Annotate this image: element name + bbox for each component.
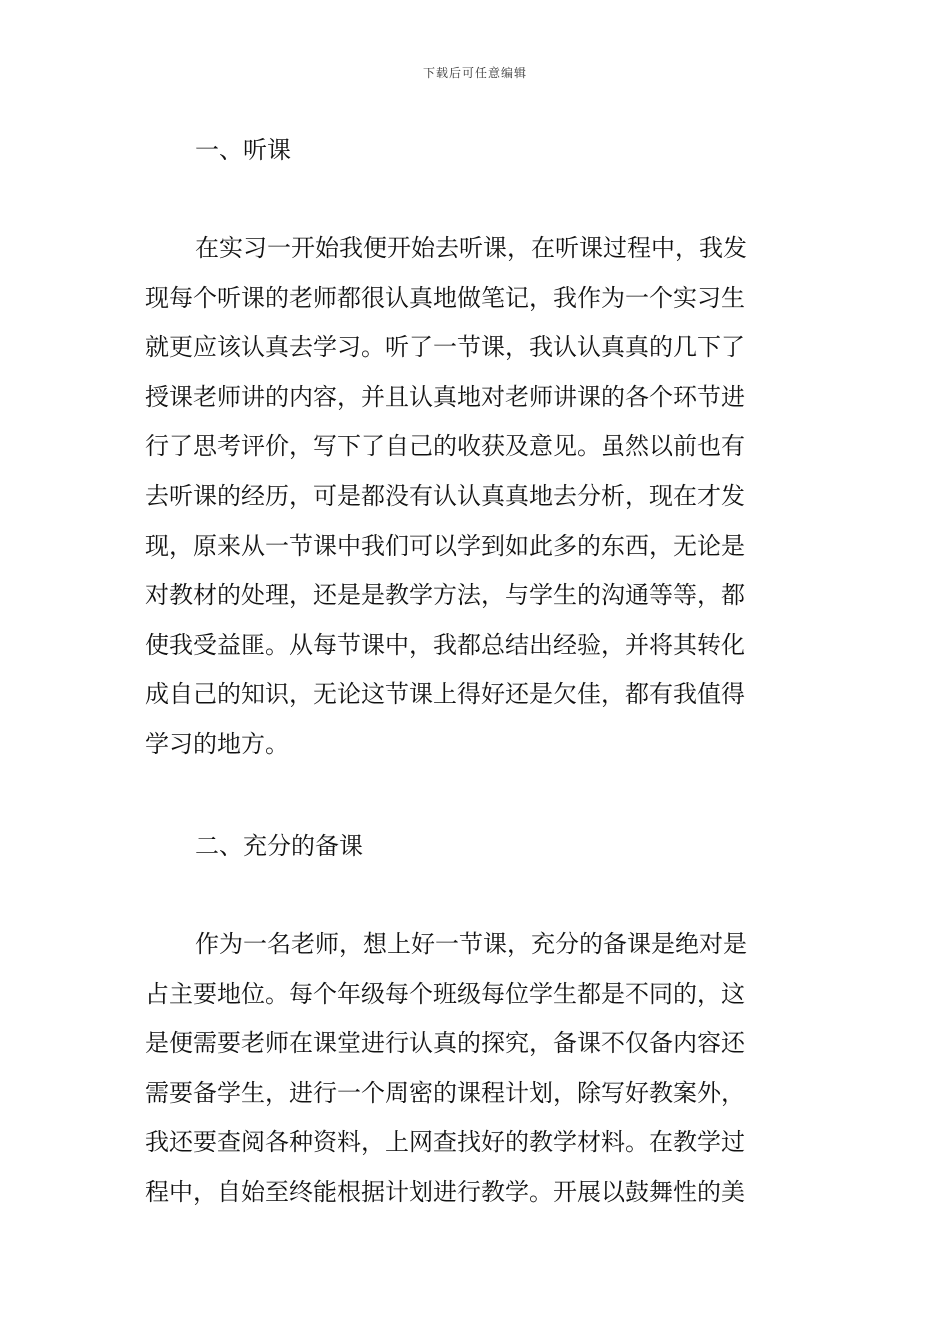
paragraph-line: 就更应该认真去学习。听了一节课，我认认真真的几下了: [145, 333, 745, 362]
header-note: 下载后可任意编辑: [422, 66, 527, 80]
paragraph-line: 授课老师讲的内容，并且认真地对老师讲课的各个环节进: [145, 382, 745, 411]
paragraph-line: 是便需要老师在课堂进行认真的探究，备课不仅备内容还: [145, 1029, 745, 1058]
paragraph-line: 去听课的经历，可是都没有认认真真地去分析，现在才发: [145, 481, 745, 510]
paragraph-line: 我还要查阅各种资料，上网查找好的教学材料。在教学过: [145, 1128, 745, 1157]
paragraph-line: 作为一名老师，想上好一节课，充分的备课是绝对是: [195, 930, 747, 958]
paragraph-line: 行了思考评价，写下了自己的收获及意见。虽然以前也有: [145, 432, 745, 461]
paragraph-line: 现，原来从一节课中我们可以学到如此多的东西，无论是: [145, 531, 745, 560]
paragraph-2: [145, 920, 815, 1218]
paragraph-line: 使我受益匪。从每节课中，我都总结出经验，并将其转化: [145, 630, 745, 659]
paragraph-line: 程中，自始至终能根据计划进行教学。开展以鼓舞性的美: [145, 1177, 745, 1206]
paragraph-line: 在实习一开始我便开始去听课，在听课过程中，我发: [195, 234, 747, 262]
paragraph-line: 成自己的知识，无论这节课上得好还是欠佳，都有我值得: [145, 680, 745, 709]
paragraph-line: 占主要地位。每个年级每个班级每位学生都是不同的，这: [145, 979, 745, 1008]
paragraph-line: 现每个听课的老师都很认真地做笔记，我作为一个实习生: [145, 283, 745, 312]
paragraph-line: 需要备学生，进行一个周密的课程计划，除写好教案外，: [145, 1078, 745, 1107]
paragraph-line: 学习的地方。: [145, 729, 289, 758]
section-heading-1: 一、听课: [195, 136, 291, 164]
section-heading-2: 二、充分的备课: [195, 832, 363, 860]
paragraph-1: [145, 224, 815, 770]
paragraph-line: 对教材的处理，还是是教学方法，与学生的沟通等等，都: [145, 581, 745, 610]
